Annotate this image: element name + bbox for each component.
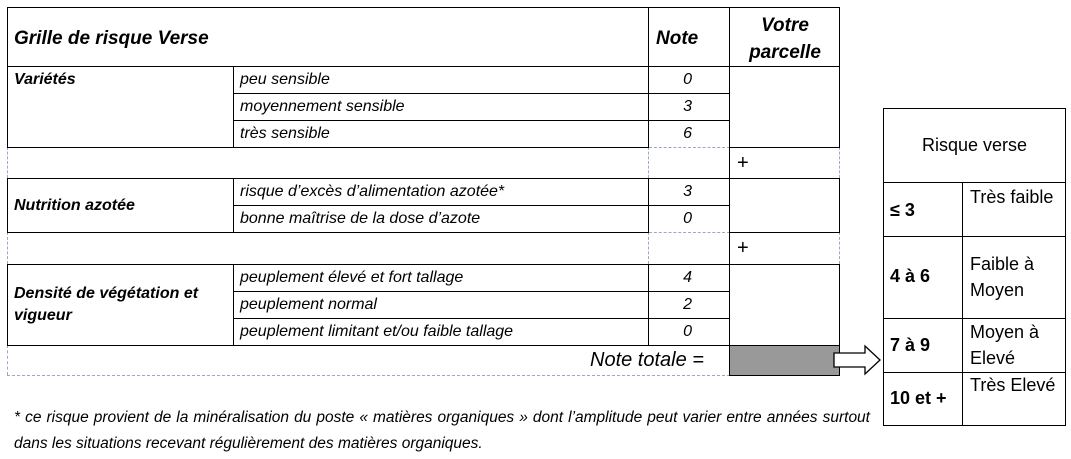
grid-title: Grille de risque Verse	[14, 28, 209, 49]
row-note: 0	[683, 323, 692, 340]
row-label: peuplement normal	[240, 296, 377, 313]
risk-level: Très Elevé	[970, 375, 1056, 395]
row-label: peuplement élevé et fort tallage	[240, 269, 464, 286]
row-note: 0	[683, 71, 692, 88]
row-label: bonne maîtrise de la dose d’azote	[240, 210, 481, 227]
section-nutrition-azotee: Nutrition azotée	[14, 197, 135, 214]
row-note: 3	[683, 98, 692, 115]
plus-sign: +	[737, 237, 749, 259]
row-note: 0	[683, 210, 692, 227]
section-densite-vegetation: Densité de végétation et vigueur	[14, 285, 199, 324]
risk-level: Très faible	[970, 187, 1054, 207]
row-label: risque d’excès d’alimentation azotée*	[240, 183, 505, 200]
row-label: peu sensible	[240, 71, 330, 88]
risk-range: 7 à 9	[890, 335, 931, 355]
arrow-right-icon	[833, 344, 883, 376]
row-note: 4	[683, 269, 692, 286]
parcel-column-header: Votre parcelle	[749, 15, 821, 63]
risk-level: Faible à Moyen	[970, 254, 1035, 300]
row-label: peuplement limitant et/ou faible tallage	[240, 323, 514, 340]
row-note: 3	[683, 183, 692, 200]
total-score-field[interactable]	[729, 345, 840, 376]
risk-level: Moyen à Elevé	[970, 322, 1040, 368]
footnote: * ce risque provient de la minéralisation du poste « matières organiques » dont l’amplitude peut varier entre années surtout dans les situations recevant régulièrement des matières organiques.	[14, 409, 870, 452]
section-varietes: Variétés	[14, 71, 76, 88]
row-label: très sensible	[240, 125, 330, 142]
row-note: 2	[683, 296, 692, 313]
risk-range: 10 et +	[890, 388, 947, 408]
row-note: 6	[683, 125, 692, 142]
total-label: Note totale =	[590, 349, 704, 371]
row-label: moyennement sensible	[240, 98, 405, 115]
risk-range: 4 à 6	[890, 266, 931, 286]
note-column-header: Note	[656, 28, 699, 49]
risk-range: ≤ 3	[890, 200, 915, 220]
risk-table-title: Risque verse	[921, 135, 1028, 155]
plus-sign: +	[737, 152, 749, 174]
